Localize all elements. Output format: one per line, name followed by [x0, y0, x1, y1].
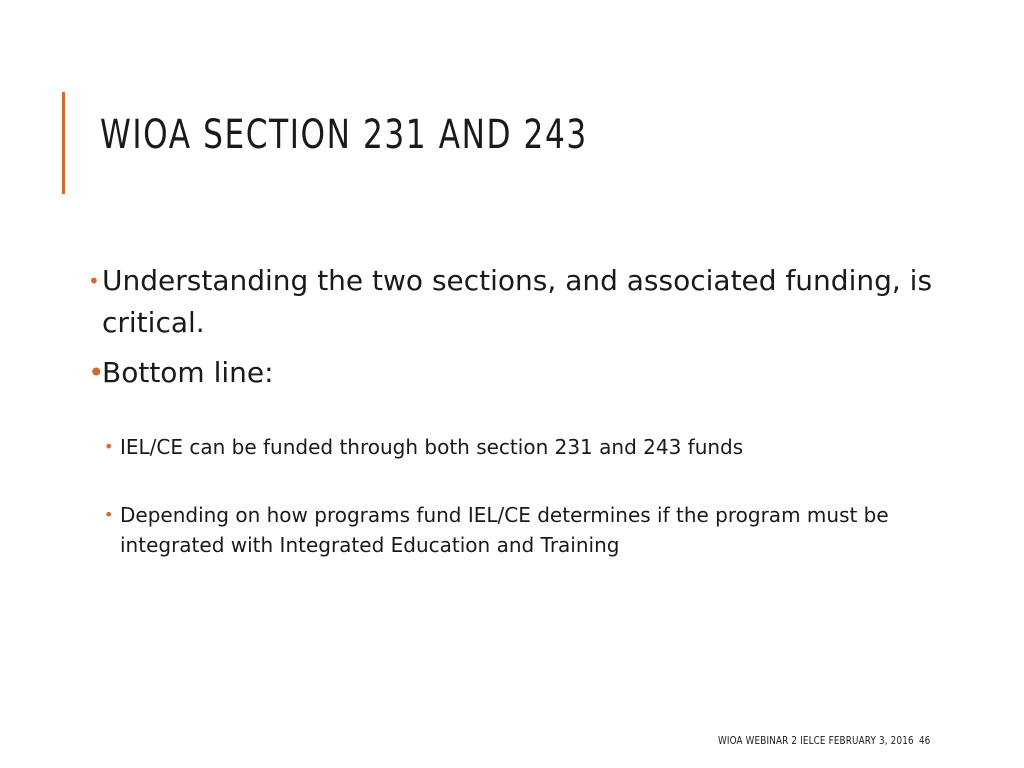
footer-text: WIOA WEBINAR 2 IELCE FEBRUARY 3, 2016: [718, 734, 914, 747]
bullet-item: [88, 352, 948, 394]
bullet-dot-icon: •: [88, 269, 100, 293]
sub-bullet-item: [104, 500, 948, 560]
sub-bullet-item: [104, 432, 948, 462]
slide-title: WIOA SECTION 231 AND 243: [100, 112, 588, 158]
slide-number: 46: [919, 734, 931, 747]
bullet-text: Bottom line:: [102, 356, 274, 389]
bullet-text: Understanding the two sections, and associated funding, is critical.: [102, 264, 933, 339]
bullet-list: [88, 260, 948, 560]
bullet-dot-icon: •: [104, 505, 114, 524]
sub-bullet-text: Depending on how programs fund IEL/CE determines if the program must be integrated with Integrated Education and Training: [120, 503, 889, 557]
bullet-dot-icon: •: [104, 437, 114, 456]
sub-bullet-text: IEL/CE can be funded through both section 231 and 243 funds: [120, 435, 744, 459]
bullet-item: [88, 260, 948, 344]
bullet-dot-icon: •: [88, 356, 105, 389]
title-accent-bar: [62, 92, 65, 194]
